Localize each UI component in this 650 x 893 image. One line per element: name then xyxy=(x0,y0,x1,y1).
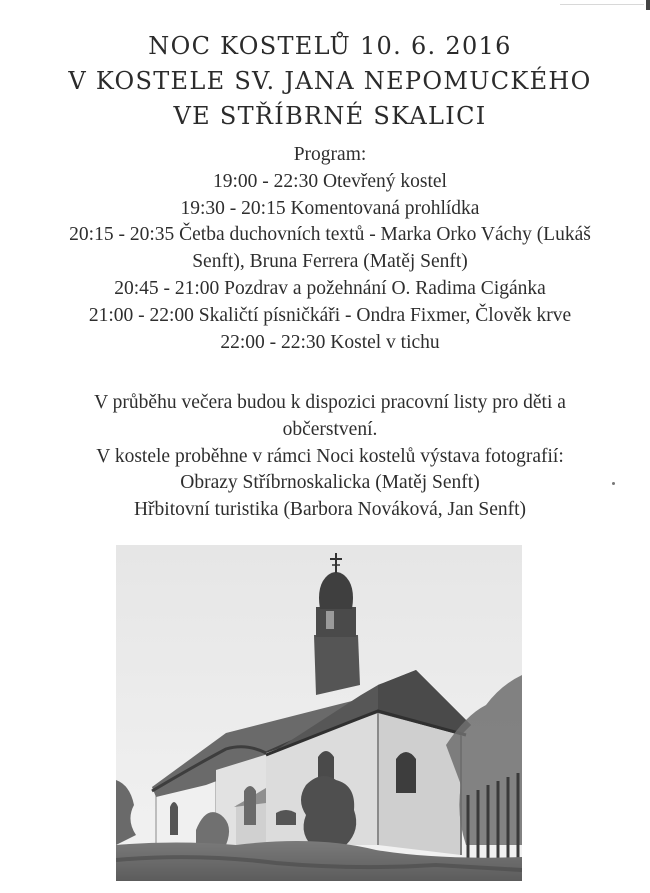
church-photo xyxy=(116,545,522,881)
program-heading: Program: xyxy=(293,144,367,165)
scan-speck xyxy=(612,482,615,485)
program-item: 20:45 - 21:00 Pozdrav a požehnání O. Radima Cigánka xyxy=(114,277,546,299)
note-line: občerstvení. xyxy=(282,418,378,440)
scan-edge-mark xyxy=(646,0,650,10)
program-item: 21:00 - 22:00 Skaličtí písničkáři - Ondra Fixmer, Člověk krve xyxy=(88,304,572,326)
exhibition-title: Hřbitovní turistika (Barbora Nováková, Jan Senft) xyxy=(133,499,527,521)
program-section xyxy=(20,142,640,356)
title-event-date: NOC KOSTELŮ 10. 6. 2016 xyxy=(148,32,512,60)
program-item: 22:00 - 22:30 Kostel v tichu xyxy=(220,331,440,353)
program-item-continuation: Senft), Bruna Ferrera (Matěj Senft) xyxy=(192,251,468,273)
note-line: V kostele proběhne v rámci Noci kostelů výstava fotografií: xyxy=(96,445,564,467)
church-illustration xyxy=(116,545,522,881)
program-item: 20:15 - 20:35 Četba duchovních textů - Marka Orko Váchy (Lukáš xyxy=(69,224,591,246)
note-line: V průběhu večera budou k dispozici pracovní listy pro děti a xyxy=(94,392,566,413)
program-item: 19:00 - 22:30 Otevřený kostel xyxy=(213,170,447,192)
title-location: VE STŘÍBRNÉ SKALICI xyxy=(173,102,487,130)
title-church-name: V KOSTELE SV. JANA NEPOMUCKÉHO xyxy=(68,67,592,95)
exhibition-title: Obrazy Stříbrnoskalicka (Matěj Senft) xyxy=(180,472,480,494)
notes-section xyxy=(20,390,640,524)
scan-border-line xyxy=(560,4,644,5)
program-item: 19:30 - 20:15 Komentovaná prohlídka xyxy=(180,197,480,219)
